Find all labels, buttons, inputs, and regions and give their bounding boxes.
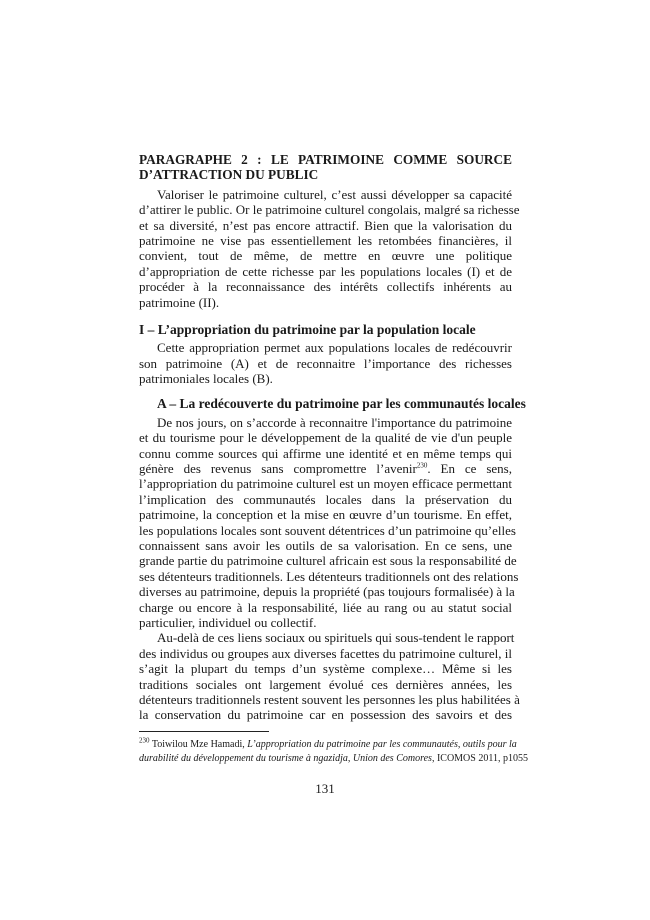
footnote-title: durabilité du développement du tourisme à ngazidja, Union des Comores — [139, 753, 432, 764]
footnote-divider — [139, 731, 269, 732]
text-line: détenteurs traditionnels restent souvent les personnes les plus habilitées à — [139, 691, 520, 707]
text-line: diverses au patrimoine, depuis la propriété (pas toujours formalisée) à la — [139, 584, 515, 600]
text-line: ses détenteurs traditionnels. Les détenteurs traditionnels ont des relations — [139, 568, 519, 584]
text-line: l’appropriation du patrimoine culturel est un moyen efficace permettant — [139, 476, 512, 492]
text-line: traditions sociales ont largement évolué ces dernières années, les — [139, 676, 512, 692]
paragraph-redecouverte — [139, 414, 519, 630]
paragraph-intro — [139, 186, 520, 310]
text-line: d’appropriation de cette richesse par les populations locales (I) et de — [139, 263, 512, 279]
text-line: patrimoniales locales (B). — [139, 371, 273, 387]
footnote-title: L’appropriation du patrimoine par les communautés, outils pour la — [247, 739, 517, 750]
text-line: patrimoine, la conception et la mise en œuvre d’un tourisme. En effet, — [139, 507, 512, 523]
paragraph-au-dela — [139, 630, 520, 723]
text-line: des individus ou groupes aux diverses facettes du patrimoine culturel, il — [139, 645, 512, 661]
text-line: et sa diversité, n’est pas encore attractif. Bien que la valorisation du — [139, 217, 512, 233]
text-span: . En ce sens, — [427, 461, 512, 477]
text-line: connu comme sources qui affirme une identité et en même temps qui — [139, 445, 512, 461]
text-span: génère des revenus sans compromettre l’avenir — [139, 461, 417, 477]
footnote-source: , ICOMOS 2011, p1055 — [431, 753, 528, 764]
text-line: la conservation du patrimoine car en possession des savoirs et des — [139, 707, 512, 723]
heading-line: D’ATTRACTION DU PUBLIC — [139, 167, 319, 183]
text-line: l’implication des communautés locales dans la préservation du — [139, 491, 512, 507]
text-line — [139, 461, 512, 476]
text-line: grande partie du patrimoine culturel africain est sous la responsabilité de — [139, 553, 517, 569]
text-line: son patrimoine (A) et de reconnaitre l’importance des richesses — [139, 355, 512, 371]
section-heading-i: I – L’appropriation du patrimoine par la population locale — [139, 321, 476, 337]
footnote-line — [139, 752, 528, 766]
paragraph-heading — [139, 152, 512, 183]
footnote-author: Toiwilou Mze Hamadi, — [151, 739, 248, 750]
page-number: 131 — [315, 781, 335, 796]
section-heading-a: A – La redécouverte du patrimoine par les communautés locales — [157, 396, 526, 412]
text-line: Valoriser le patrimoine culturel, c’est aussi développer sa capacité — [157, 186, 512, 202]
text-line: Cette appropriation permet aux populations locales de redécouvrir — [157, 340, 512, 356]
footnote — [139, 736, 528, 766]
text-line: et du tourisme pour le développement de la qualité de vie d'un peuple — [139, 430, 512, 446]
text-line: d’attirer le public. Or le patrimoine culturel congolais, malgré sa richesse — [139, 202, 520, 218]
text-line: s’agit la plupart du temps d’un système complexe… Même si les — [139, 661, 512, 677]
text-line: les populations locales sont souvent détentrices d’un patrimoine qu’elles — [139, 522, 516, 538]
text-line: particulier, individuel ou collectif. — [139, 614, 317, 630]
text-line: procéder à la reconnaissance des intérêts collectifs inhérents au — [139, 279, 512, 295]
text-line: patrimoine (II). — [139, 294, 220, 310]
page-body — [139, 152, 526, 723]
text-line: convient, tout de même, de mettre en œuvre une politique — [139, 248, 512, 264]
paragraph-appropriation — [139, 340, 512, 386]
text-line: De nos jours, on s’accorde à reconnaitre l'importance du patrimoine — [157, 414, 512, 430]
footnote-line — [139, 736, 517, 752]
footnote-number: 230 — [139, 736, 150, 745]
footnote-ref[interactable]: 230 — [416, 461, 428, 470]
text-line: patrimoine ne vise pas essentiellement les retombées financières, il — [139, 232, 512, 248]
text-line: charge ou encore à la responsabilité, liée au rang ou au statut social — [139, 599, 512, 615]
text-line: connaissent sans avoir les outils de sa valorisation. En ce sens, une — [139, 537, 512, 553]
heading-line: PARAGRAPHE 2 : LE PATRIMOINE COMME SOURCE — [139, 152, 512, 167]
text-line: Au-delà de ces liens sociaux ou spirituels qui sous-tendent le rapport — [157, 630, 515, 646]
